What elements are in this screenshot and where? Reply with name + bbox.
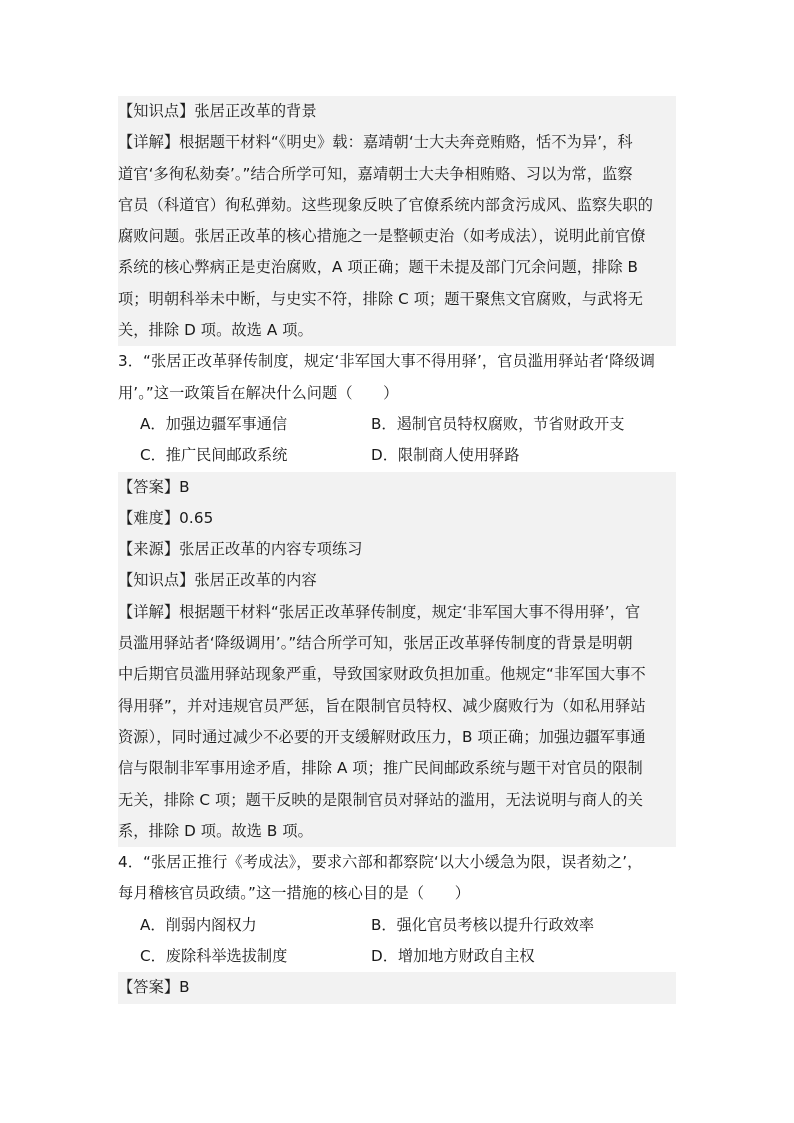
option-b: B．遏制官员特权腐败，节省财政开支	[371, 414, 625, 433]
answer-line: 【答案】B	[118, 978, 190, 997]
option-a: A．加强边疆军事通信	[140, 414, 288, 433]
detail-line: 资源），同时通过减少不必要的开支缓解财政压力，B 项正确；加强边疆军事通	[118, 727, 646, 746]
explanation-block-q4	[118, 972, 676, 1003]
document-page	[118, 96, 676, 1004]
options-row	[118, 910, 676, 941]
detail-line: 【详解】根据题干材料“《明史》载：嘉靖朝‘士大夫奔竞贿赂，恬不为异’，科	[118, 133, 633, 152]
detail-line: 系，排除 D 项。故选 B 项。	[118, 821, 313, 840]
question-4	[118, 847, 676, 972]
answer-line: 【答案】B	[118, 477, 190, 496]
question-stem-line: 用’。”这一政策旨在解决什么问题（ ）	[118, 383, 399, 402]
detail-line: 官员（科道官）徇私弹劾。这些现象反映了官僚系统内部贪污成风、监察失职的	[118, 195, 654, 214]
knowledge-point-line: 【知识点】张居正改革的背景	[118, 102, 317, 120]
detail-line: 项；明朝科举未中断，与史实不符，排除 C 项；题干聚焦文官腐败，与武将无	[118, 289, 644, 308]
knowledge-point-line: 【知识点】张居正改革的内容	[118, 571, 317, 590]
question-stem-line: 3．“张居正改革驿传制度，规定‘非军国大事不得用驿’，官员滥用驿站者‘降级调	[118, 352, 656, 371]
detail-line: 关，排除 D 项。故选 A 项。	[118, 321, 313, 340]
detail-line: 得用驿”，并对违规官员严惩，旨在限制官员特权、减少腐败行为（如私用驿站	[118, 696, 646, 715]
options-row	[118, 409, 676, 440]
option-a: A．削弱内阁权力	[140, 915, 257, 934]
detail-line: 腐败问题。张居正改革的核心措施之一是整顿吏治（如考成法），说明此前官僚	[118, 227, 646, 246]
options-row	[118, 440, 676, 471]
options-row	[118, 941, 676, 972]
detail-line: 无关，排除 C 项；题干反映的是限制官员对驿站的滥用，无法说明与商人的关	[118, 790, 644, 809]
detail-line: 道官‘多徇私劾奏’。”结合所学可知，嘉靖朝士大夫争相贿赂、习以为常，监察	[118, 164, 633, 183]
source-line: 【来源】张居正改革的内容专项练习	[118, 540, 363, 559]
detail-line: 信与限制非军事用途矛盾，排除 A 项；推广民间邮政系统与题干对官员的限制	[118, 759, 643, 778]
option-c: C．推广民间邮政系统	[140, 446, 288, 465]
question-3	[118, 346, 676, 471]
detail-line: 系统的核心弊病正是吏治腐败，A 项正确；题干未提及部门冗余问题，排除 B	[118, 258, 639, 277]
question-stem-line: 4．“张居正推行《考成法》，要求六部和都察院‘以大小缓急为限，误者劾之’，	[118, 853, 643, 872]
detail-line: 【详解】根据题干材料“张居正改革驿传制度，规定‘非军国大事不得用驿’，官	[118, 602, 641, 621]
explanation-block-q2	[118, 96, 676, 346]
explanation-block-q3	[118, 472, 676, 848]
option-b: B．强化官员考核以提升行政效率	[371, 915, 595, 934]
detail-line: 中后期官员滥用驿站现象严重，导致国家财政负担加重。他规定“非军国大事不	[118, 665, 646, 684]
detail-line: 员滥用驿站者‘降级调用’。”结合所学可知，张居正改革驿传制度的背景是明朝	[118, 634, 633, 653]
option-d: D．限制商人使用驿路	[371, 446, 520, 465]
difficulty-line: 【难度】0.65	[118, 508, 214, 527]
option-d: D．增加地方财政自主权	[371, 947, 535, 966]
option-c: C．废除科举选拔制度	[140, 947, 288, 966]
question-stem-line: 每月稽核官员政绩。”这一措施的核心目的是（ ）	[118, 884, 470, 903]
